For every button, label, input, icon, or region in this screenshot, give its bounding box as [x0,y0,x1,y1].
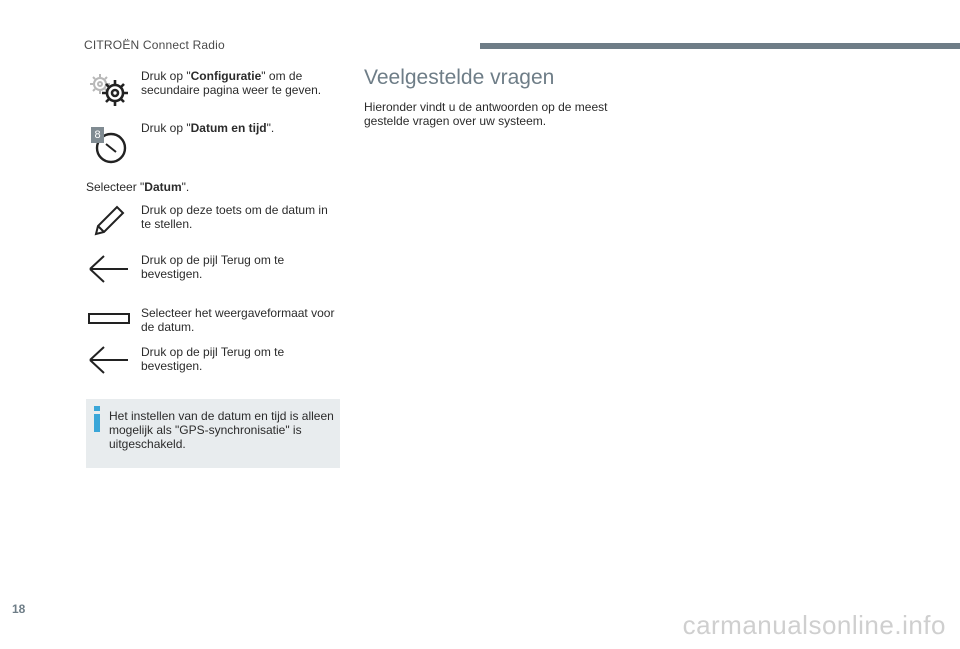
faq-title: Veelgestelde vragen [364,66,555,89]
step-text: ". [266,121,275,135]
faq-intro-text: Hieronder vindt u de antwoorden op de meest gestelde vragen over uw systeem. [364,100,608,128]
step-configuratie [141,69,341,97]
step-text: Selecteer " [86,180,145,194]
pencil-icon [92,204,126,238]
step-text: Druk op " [141,121,191,135]
step-selecteer-datum [86,180,336,194]
step-back-text-1: Druk op de pijl Terug om te bevestigen. [141,253,285,281]
step-text: " om de secundaire pagina weer te geven. [141,69,322,97]
page-number: 18 [12,602,26,616]
arrow-back-icon [88,344,130,376]
step-format-text: Selecteer het weergaveformaat voor de datum. [141,306,335,334]
gears-icon [86,70,130,108]
step-bold-label: Datum [144,180,182,194]
page-badge [91,127,104,143]
step-text: ". [181,180,190,194]
watermark-text: carmanualsonline.info [682,610,946,640]
page-badge-number: 8 [94,129,101,141]
step-datum-en-tijd [141,121,341,135]
header-bar [480,43,960,49]
step-back-text-2: Druk op de pijl Terug om te bevestigen. [141,345,285,373]
format-bar-icon [88,312,130,326]
info-icon [92,406,102,432]
step-pencil-text: Druk op deze toets om de datum in te stellen. [141,203,328,231]
info-note-text: Het instellen van de datum en tijd is alleen mogelijk als "GPS-synchronisatie" is uitgeschakeld. [109,409,334,451]
manual-header-title: CITROËN Connect Radio [84,38,225,52]
step-bold-label: Datum en tijd [190,121,267,135]
step-bold-label: Configuratie [190,69,262,83]
step-text: Druk op " [141,69,191,83]
arrow-back-icon [88,253,130,285]
